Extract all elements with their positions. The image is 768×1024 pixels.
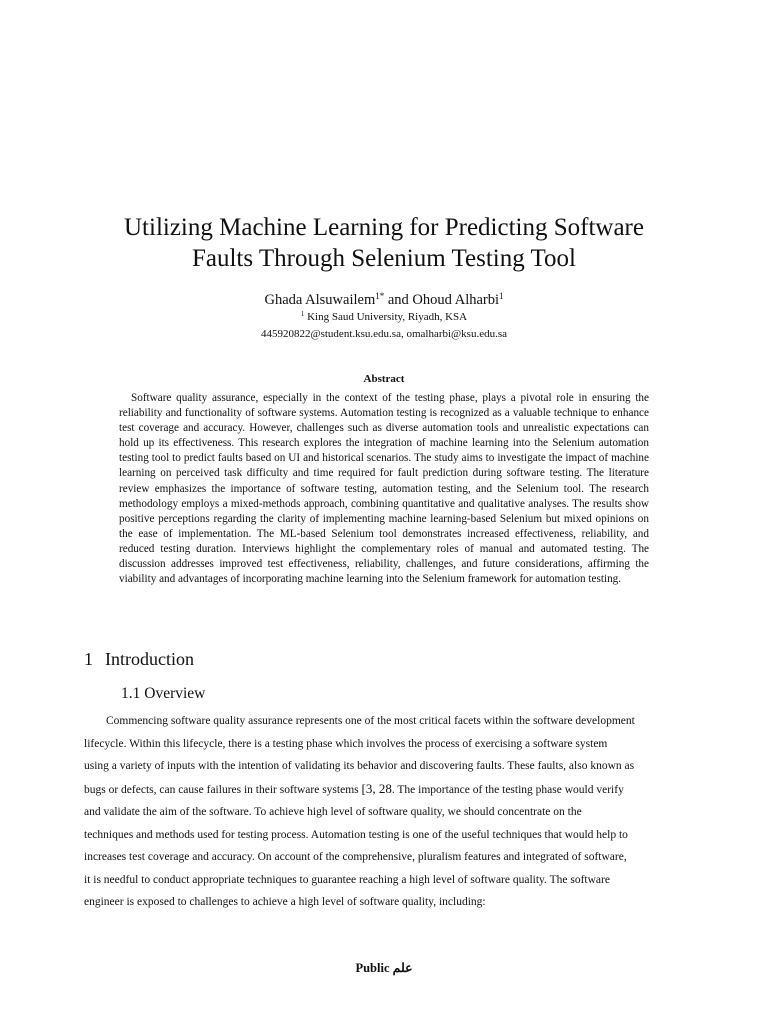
- section-number: 1: [84, 649, 93, 669]
- author-emails: 445920822@student.ksu.edu.sa, omalharbi@ksu.edu.sa: [260, 328, 508, 340]
- abstract-heading: Abstract: [363, 373, 405, 385]
- classification-footer: [84, 960, 684, 976]
- author-conjunction: and: [384, 292, 413, 308]
- author-affiliation-mark: 1*: [375, 291, 385, 301]
- affiliation-text: King Saud University, Riyadh, KSA: [304, 311, 468, 323]
- paragraph-line: engineer is exposed to challenges to achieve a high level of software quality, including:: [84, 896, 486, 908]
- section-title: Introduction: [105, 649, 194, 669]
- paragraph-line: increases test coverage and accuracy. On account of the comprehensive, pluralism features and integrated of software,: [84, 851, 627, 863]
- subsection-heading: 1.1 Overview: [121, 685, 206, 702]
- citation-ref: [3, 28: [361, 780, 392, 796]
- classification-label-arabic: علم: [392, 961, 413, 975]
- paper-title-line-1: Utilizing Machine Learning for Predicting Software: [124, 214, 644, 241]
- affiliation-mark: 1: [300, 310, 305, 318]
- author-name: Ohoud Alharbi: [412, 292, 500, 308]
- paragraph-line: using a variety of inputs with the intention of validating its behavior and discovering faults. These faults, also known as: [84, 760, 635, 772]
- paragraph-line: Commencing software quality assurance represents one of the most critical facets within the software development: [106, 715, 635, 727]
- paragraph-line: lifecycle. Within this lifecycle, there is a testing phase which involves the process of exercising a software system: [84, 737, 608, 750]
- affiliation: [84, 310, 684, 324]
- author-name: Ghada Alsuwailem: [264, 292, 376, 308]
- abstract-text: Software quality assurance, especially in the context of the testing phase, plays a pivotal role in ensuring the reliability and functionality of software systems. Automation testing is recognized as a valuable technique to enhance test coverage and accuracy. However, challenges such as diverse automation tools and unrealistic expectations can hold up its effectiveness. This research explores the integration of machine learning into the Selenium automation testing tool to predict faults based on UI and historical scenarios. The study aims to investigate the impact of machine learning on perceived task difficulty and time required for fault prediction during software testing. The literature review emphasizes the importance of software testing, automation testing, and the Selenium tool. The research methodology employs a mixed-methods approach, combining quantitative and qualitative analyses. The results show positive perceptions regarding the clarity of implementing machine learning-based Selenium but mixed opinions on the ease of implementation. The ML-based Selenium tool demonstrates increased effectiveness, reliability, and reduced testing duration. Interviews highlight the complementary roles of manual and automated testing. The discussion addresses improved test effectiveness, reliability, challenges, and future considerations, affirming the viability and advantages of incorporating machine learning into the Selenium framework for automation testing.: [119, 392, 649, 586]
- paragraph-line-with-citation: [84, 778, 684, 802]
- paper-title-line-2: Faults Through Selenium Testing Tool: [191, 245, 576, 272]
- section-heading: [84, 648, 194, 670]
- paragraph-line: it is needful to conduct appropriate techniques to guarantee reaching a high level of software quality. The software: [84, 873, 610, 886]
- paragraph-text: bugs or defects, can cause failures in their software systems: [84, 783, 362, 796]
- introduction-paragraph: [84, 710, 684, 914]
- author-affiliation-mark: 1: [499, 291, 504, 301]
- author-list: [84, 291, 684, 309]
- paragraph-line: and validate the aim of the software. To achieve high level of software quality, we should concentrate on the: [84, 806, 582, 818]
- paragraph-text: . The importance of the testing phase would verify: [391, 783, 624, 796]
- classification-label: Public: [355, 961, 390, 975]
- paragraph-line: techniques and methods used for testing process. Automation testing is one of the useful techniques that would help to: [84, 828, 628, 841]
- paper-title: [84, 212, 684, 274]
